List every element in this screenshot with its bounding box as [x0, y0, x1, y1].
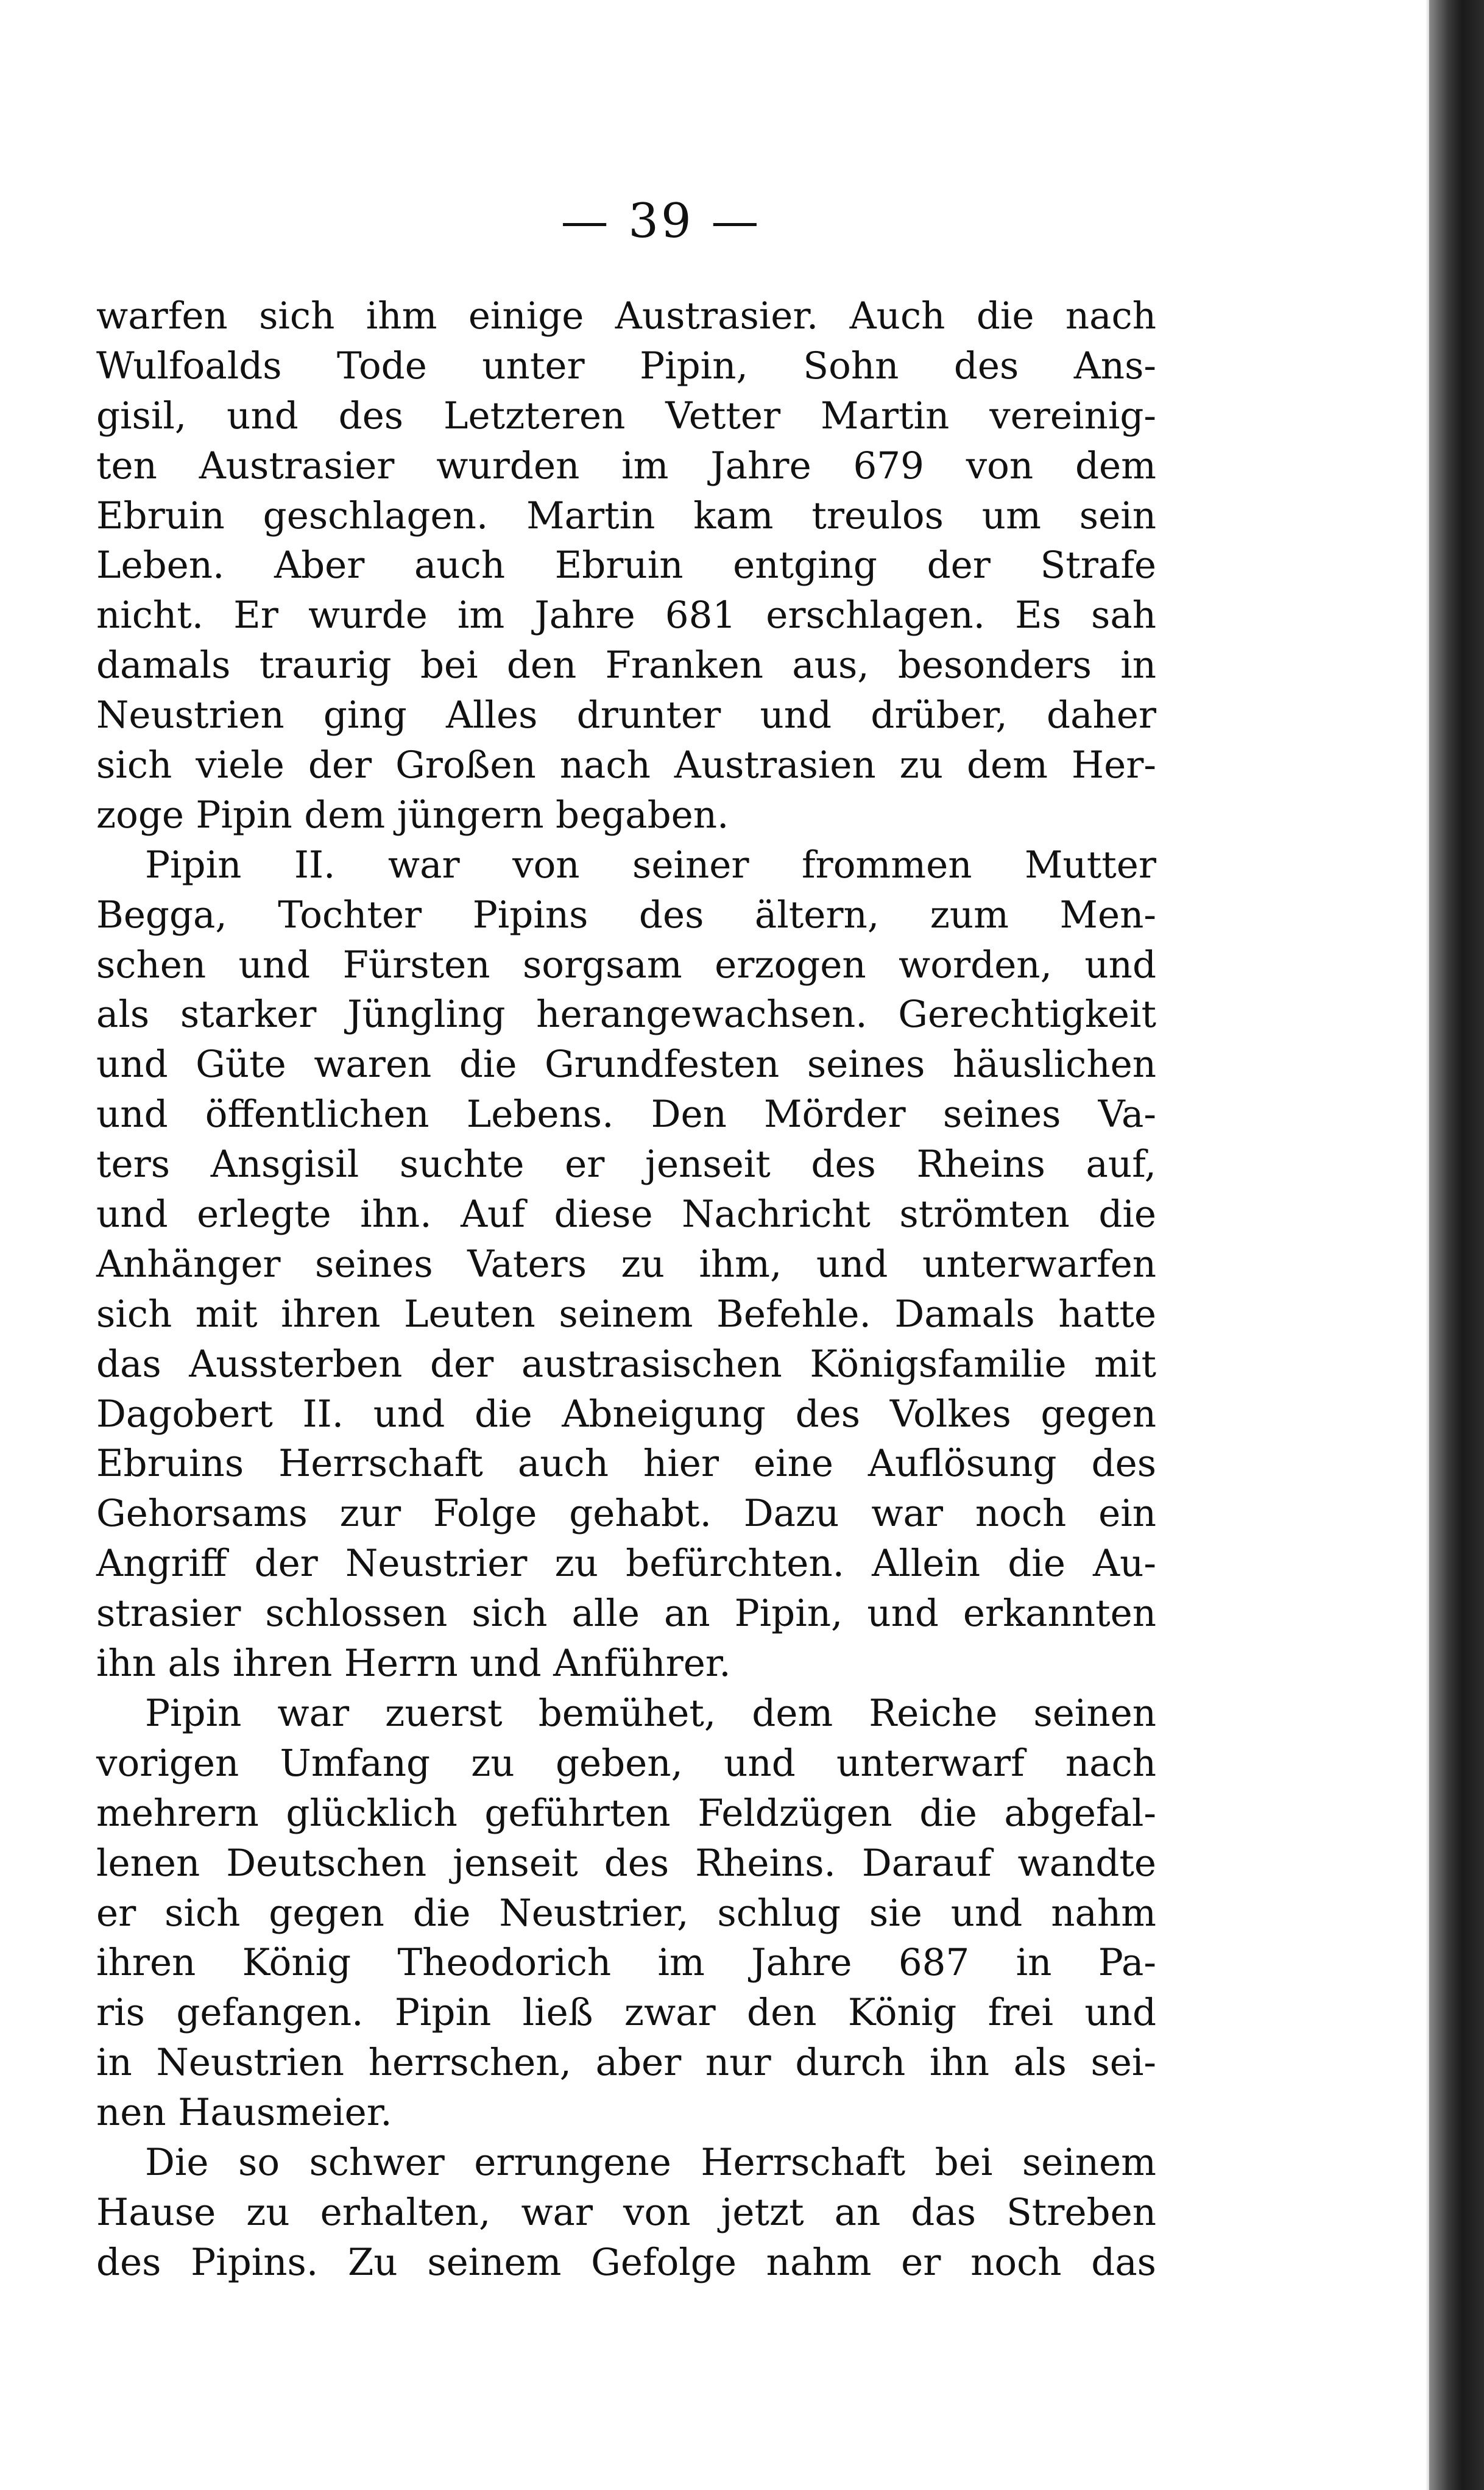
text-line: Angriff der Neustrier zu befürchten. Allein die Au- [96, 1542, 1156, 1586]
text-line: Ebruins Herrschaft auch hier eine Auflösung des [96, 1442, 1156, 1486]
text-line: gisil, und des Letzteren Vetter Martin vereinig- [96, 394, 1156, 438]
text-line: und erlegte ihn. Auf diese Nachricht strömten die [96, 1193, 1156, 1236]
text-line: strasier schlossen sich alle an Pipin, und erkannten [96, 1592, 1156, 1636]
text-line: Die so schwer errungene Herrschaft bei seinem [145, 2140, 1156, 2184]
text-line: mehrern glücklich geführten Feldzügen die abgefal- [96, 1791, 1156, 1835]
text-line: damals traurig bei den Franken aus, besonders in [96, 644, 1156, 687]
text-line: sich viele der Großen nach Austrasien zu dem Her- [96, 743, 1156, 787]
text-line: ters Ansgisil suchte er jenseit des Rheins auf, [96, 1143, 1156, 1186]
text-line: als starker Jüngling herangewachsen. Gerechtigkeit [96, 993, 1156, 1037]
text-line: und öffentlichen Lebens. Den Mörder seines Va- [96, 1093, 1156, 1137]
text-line: Hause zu erhalten, war von jetzt an das Streben [96, 2190, 1156, 2234]
text-line: warfen sich ihm einige Austrasier. Auch die nach [96, 294, 1156, 338]
text-line: lenen Deutschen jenseit des Rheins. Darauf wandte [96, 1841, 1156, 1885]
text-line: zoge Pipin dem jüngern begaben. [96, 793, 729, 837]
text-line: Ebruin geschlagen. Martin kam treulos um sein [96, 494, 1156, 537]
text-line: Wulfoalds Tode unter Pipin, Sohn des Ans- [96, 344, 1156, 388]
page-number: — 39 — [560, 194, 761, 249]
book-spine [1429, 0, 1484, 2490]
text-line: ihren König Theodorich im Jahre 687 in Pa- [96, 1941, 1156, 1985]
text-line: Anhänger seines Vaters zu ihm, und unterwarfen [96, 1242, 1156, 1286]
text-line: sich mit ihren Leuten seinem Befehle. Damals hatte [96, 1292, 1156, 1336]
text-line: ihn als ihren Herrn und Anführer. [96, 1642, 731, 1686]
text-line: das Aussterben der austrasischen Königsfamilie mit [96, 1342, 1156, 1386]
text-line: vorigen Umfang zu geben, und unterwarf nach [96, 1741, 1156, 1785]
text-line: des Pipins. Zu seinem Gefolge nahm er noch das [96, 2240, 1156, 2284]
text-line: Pipin war zuerst bemühet, dem Reiche seinen [145, 1691, 1156, 1735]
text-line: Dagobert II. und die Abneigung des Volkes gegen [96, 1392, 1156, 1436]
text-line: Leben. Aber auch Ebruin entging der Strafe [96, 544, 1156, 587]
text-line: ten Austrasier wurden im Jahre 679 von dem [96, 444, 1156, 488]
text-line: nen Hausmeier. [96, 2091, 392, 2135]
body-text [96, 291, 1156, 2288]
text-line: Gehorsams zur Folge gehabt. Dazu war noch ein [96, 1492, 1156, 1536]
text-line: Begga, Tochter Pipins des ältern, zum Men- [96, 893, 1156, 937]
text-line: ris gefangen. Pipin ließ zwar den König frei und [96, 1991, 1156, 2035]
text-line: Neustrien ging Alles drunter und drüber, daher [96, 693, 1156, 737]
text-line: er sich gegen die Neustrier, schlug sie und nahm [96, 1891, 1156, 1935]
text-line: Pipin II. war von seiner frommen Mutter [145, 843, 1156, 887]
text-line: und Güte waren die Grundfesten seines häuslichen [96, 1043, 1156, 1087]
text-line: nicht. Er wurde im Jahre 681 erschlagen. Es sah [96, 594, 1156, 637]
text-line: schen und Fürsten sorgsam erzogen worden, und [96, 943, 1156, 987]
text-line: in Neustrien herrschen, aber nur durch ihn als sei- [96, 2041, 1156, 2085]
